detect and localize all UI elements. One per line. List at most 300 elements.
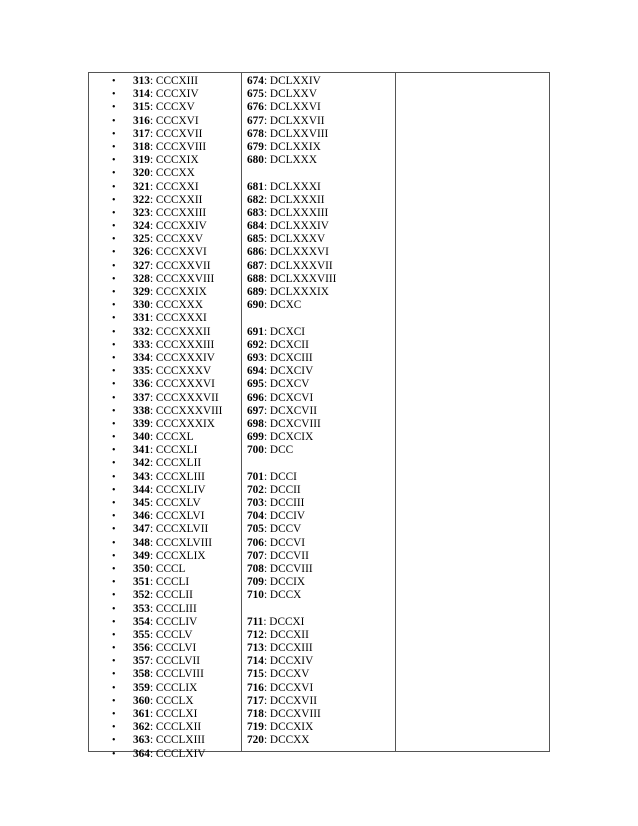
bullet-icon: • — [112, 392, 116, 404]
list-item — [89, 326, 241, 339]
number-value: 712 — [247, 628, 264, 641]
list-item — [247, 88, 393, 101]
bullet-icon: • — [112, 379, 116, 391]
roman-value: : DCLXXXV — [263, 233, 326, 246]
list-item — [89, 220, 241, 233]
number-value: 676 — [247, 101, 264, 114]
list-item — [247, 576, 393, 589]
bullet-icon: • — [112, 339, 116, 351]
number-value: 677 — [247, 114, 264, 127]
list-item — [247, 260, 393, 273]
roman-value: : CCCLXIII — [149, 734, 205, 747]
roman-value: : CCCXL — [149, 431, 194, 444]
list-item — [247, 510, 393, 523]
roman-value: : CCCXLII — [149, 457, 202, 470]
roman-value: : CCCXXXVIII — [149, 404, 223, 417]
list-item — [247, 392, 393, 405]
list-item — [89, 101, 241, 114]
number-value: 693 — [247, 351, 264, 364]
roman-value: : DCLXXXIX — [263, 286, 329, 298]
roman-value: : DCCVII — [263, 549, 309, 562]
number-value: 687 — [247, 259, 264, 272]
list-item — [247, 589, 393, 602]
list-item — [247, 431, 393, 444]
roman-value: : DCLXXV — [263, 88, 317, 101]
roman-value: : DCXCIV — [263, 365, 314, 378]
column-divider — [395, 73, 396, 751]
roman-value: : CCCXXXII — [149, 325, 211, 338]
roman-value: : CCCXLVII — [149, 523, 209, 536]
number-value: 362 — [133, 721, 150, 734]
number-value: 328 — [133, 272, 150, 285]
bullet-icon: • — [112, 695, 116, 707]
roman-value: : DCCXI — [263, 615, 305, 628]
roman-value: : DCXCV — [263, 378, 310, 391]
list-item — [247, 286, 393, 299]
number-value: 327 — [133, 259, 150, 272]
list-item — [247, 642, 393, 655]
number-value: 717 — [247, 694, 264, 707]
list-item — [89, 75, 241, 88]
roman-value: : DCLXXX — [263, 154, 317, 167]
roman-value: : CCCXXVII — [149, 259, 211, 272]
bullet-icon: • — [112, 102, 116, 114]
roman-value: : DCCV — [263, 523, 302, 536]
number-value: 696 — [247, 391, 264, 404]
list-item — [89, 194, 241, 207]
number-value: 335 — [133, 365, 150, 378]
roman-value: : CCCLXII — [149, 721, 202, 734]
bullet-icon: • — [112, 273, 116, 285]
list-item — [247, 273, 393, 286]
roman-value: : DCCVI — [263, 536, 306, 549]
list-item — [89, 471, 241, 484]
bullet-icon: • — [112, 181, 116, 193]
number-value: 316 — [133, 114, 150, 127]
number-value: 689 — [247, 286, 264, 298]
bullet-icon: • — [112, 616, 116, 628]
roman-value: : CCCXIV — [149, 88, 199, 101]
list-item — [247, 537, 393, 550]
bullet-icon: • — [112, 300, 116, 312]
bullet-icon: • — [112, 194, 116, 206]
number-value: 329 — [133, 286, 150, 298]
list-item — [247, 418, 393, 431]
roman-value: : DCCX — [263, 589, 302, 602]
number-value: 342 — [133, 457, 150, 470]
list-item — [89, 273, 241, 286]
number-value: 704 — [247, 510, 264, 523]
bullet-icon: • — [112, 168, 116, 180]
number-value: 360 — [133, 694, 150, 707]
number-value: 674 — [247, 75, 264, 87]
roman-value: : CCCXLIII — [149, 470, 205, 483]
list-item — [89, 365, 241, 378]
number-value: 315 — [133, 101, 150, 114]
list-item — [89, 405, 241, 418]
list-item — [247, 708, 393, 721]
list-item — [89, 563, 241, 576]
roman-value: : CCCLXI — [149, 708, 198, 720]
list-item — [89, 668, 241, 681]
bullet-icon: • — [112, 352, 116, 364]
number-value: 357 — [133, 655, 150, 668]
number-value: 347 — [133, 523, 150, 536]
number-value: 694 — [247, 365, 264, 378]
bullet-icon: • — [112, 234, 116, 246]
list-item — [89, 497, 241, 510]
number-value: 690 — [247, 299, 264, 312]
number-value: 334 — [133, 351, 150, 364]
list-item — [89, 484, 241, 497]
roman-value: : DCCXVI — [263, 681, 314, 694]
list-item — [247, 233, 393, 246]
list-item — [89, 339, 241, 352]
roman-value: : CCCXXIII — [149, 206, 207, 219]
number-value: 719 — [247, 721, 264, 734]
roman-value: : DCLXXIV — [263, 75, 321, 87]
number-value: 685 — [247, 233, 264, 246]
roman-value: : CCCLX — [149, 694, 194, 707]
number-value: 363 — [133, 734, 150, 747]
roman-value: : CCCXX — [149, 167, 195, 180]
bullet-icon: • — [112, 629, 116, 641]
list-item — [247, 299, 393, 312]
number-value: 332 — [133, 325, 150, 338]
number-value: 324 — [133, 220, 150, 233]
bullet-icon: • — [112, 260, 116, 272]
roman-value: : DCXCVI — [263, 391, 314, 404]
roman-value: : CCCLVI — [149, 642, 197, 655]
bullet-icon: • — [112, 537, 116, 549]
roman-value: : CCCLVII — [149, 655, 201, 668]
number-value: 691 — [247, 325, 264, 338]
roman-value: : DCCIX — [263, 576, 306, 589]
number-value: 355 — [133, 628, 150, 641]
list-item — [89, 589, 241, 602]
list-item — [89, 734, 241, 747]
bullet-icon: • — [112, 405, 116, 417]
bullet-icon: • — [112, 656, 116, 668]
column-2-list — [247, 73, 393, 748]
roman-value: : CCCXIX — [149, 154, 199, 167]
number-value: 684 — [247, 220, 264, 233]
bullet-icon: • — [112, 128, 116, 140]
bullet-icon: • — [112, 511, 116, 523]
list-item — [247, 115, 393, 128]
list-item — [247, 326, 393, 339]
list-item — [247, 352, 393, 365]
bullet-icon: • — [112, 287, 116, 298]
bullet-icon: • — [112, 590, 116, 602]
roman-value: : DCLXXXI — [263, 180, 321, 193]
roman-value: : CCCXV — [149, 101, 195, 114]
roman-value: : CCCLI — [149, 576, 190, 589]
list-item — [247, 523, 393, 536]
list-item — [89, 352, 241, 365]
roman-value: : CCCXXX — [149, 299, 203, 312]
roman-value: : CCCXXXI — [149, 312, 207, 325]
number-value: 326 — [133, 246, 150, 259]
number-value: 331 — [133, 312, 150, 325]
roman-value: : CCCXIII — [149, 75, 198, 87]
list-item — [247, 365, 393, 378]
bullet-icon: • — [112, 524, 116, 536]
list-item — [89, 378, 241, 391]
roman-value: : DCLXXXVI — [263, 246, 329, 259]
list-item — [89, 550, 241, 563]
number-value: 323 — [133, 206, 150, 219]
roman-value: : CCCXVIII — [149, 140, 207, 153]
roman-value: : DCCXII — [263, 628, 309, 641]
roman-value: : CCCXLIX — [149, 549, 206, 562]
list-item — [247, 405, 393, 418]
number-value: 336 — [133, 378, 150, 391]
roman-value: : CCCXXI — [149, 180, 199, 193]
list-item — [89, 721, 241, 734]
roman-value: : CCCXLVIII — [149, 536, 212, 549]
number-value: 346 — [133, 510, 150, 523]
roman-value: : DCLXXXII — [263, 193, 325, 206]
bullet-icon: • — [112, 76, 116, 87]
roman-value: : DCCII — [263, 483, 301, 496]
bullet-icon: • — [112, 115, 116, 127]
bullet-icon: • — [112, 709, 116, 720]
roman-value: : DCCXVIII — [263, 708, 321, 720]
list-item — [89, 576, 241, 589]
list-item — [247, 154, 393, 167]
number-value: 710 — [247, 589, 264, 602]
number-value: 716 — [247, 681, 264, 694]
roman-value: : CCCXLV — [149, 497, 201, 509]
list-item — [89, 523, 241, 536]
roman-value: : CCCXLVI — [149, 510, 205, 523]
list-item — [247, 339, 393, 352]
roman-value: : CCCXXXVII — [149, 391, 219, 404]
list-item — [89, 457, 241, 470]
roman-value: : DCLXXXIV — [263, 220, 329, 233]
number-value: 313 — [133, 75, 150, 87]
roman-value: : DCCXIV — [263, 655, 314, 668]
roman-value: : DCLXXXVIII — [263, 272, 337, 285]
list-item — [247, 563, 393, 576]
number-value: 720 — [247, 734, 264, 747]
list-item — [89, 299, 241, 312]
number-value: 675 — [247, 88, 264, 101]
bullet-icon: • — [112, 247, 116, 259]
bullet-icon: • — [112, 550, 116, 562]
roman-value: : CCCXVII — [149, 127, 203, 140]
list-item — [89, 655, 241, 668]
list-item — [89, 682, 241, 695]
list-item — [89, 748, 241, 761]
list-item — [247, 128, 393, 141]
number-value: 349 — [133, 549, 150, 562]
number-value: 343 — [133, 470, 150, 483]
number-value: 319 — [133, 154, 150, 167]
number-value: 314 — [133, 88, 150, 101]
list-item — [89, 616, 241, 629]
list-item — [247, 734, 393, 747]
bullet-icon: • — [112, 682, 116, 694]
list-item — [89, 312, 241, 325]
list-item — [247, 220, 393, 233]
roman-value: : CCCLII — [149, 589, 193, 602]
list-item — [247, 616, 393, 629]
list-item — [89, 642, 241, 655]
number-value: 705 — [247, 523, 264, 536]
bullet-icon: • — [112, 563, 116, 575]
roman-value: : DCLXXVI — [263, 101, 321, 114]
list-item — [247, 682, 393, 695]
roman-value: : DCLXXVII — [263, 114, 325, 127]
list-item — [89, 537, 241, 550]
number-value: 707 — [247, 549, 264, 562]
list-item — [247, 141, 393, 154]
number-value: 353 — [133, 602, 150, 615]
list-item — [247, 484, 393, 497]
number-value: 321 — [133, 180, 150, 193]
list-item — [89, 286, 241, 299]
roman-value: : DCXCI — [263, 325, 306, 338]
list-item — [247, 246, 393, 259]
number-value: 317 — [133, 127, 150, 140]
group-spacer — [247, 312, 393, 325]
number-value: 341 — [133, 444, 150, 457]
number-value: 322 — [133, 193, 150, 206]
number-value: 702 — [247, 483, 264, 496]
roman-value: : CCCXXVI — [149, 246, 207, 259]
list-item — [89, 233, 241, 246]
number-value: 358 — [133, 668, 150, 681]
number-value: 680 — [247, 154, 264, 167]
roman-value: : DCCIII — [263, 497, 305, 509]
list-item — [89, 154, 241, 167]
list-item — [89, 181, 241, 194]
number-value: 686 — [247, 246, 264, 259]
number-value: 350 — [133, 562, 150, 575]
number-value: 679 — [247, 140, 264, 153]
roman-value: : DCXCII — [263, 338, 309, 351]
list-item — [89, 603, 241, 616]
number-value: 698 — [247, 417, 264, 430]
list-item — [89, 167, 241, 180]
bullet-icon: • — [112, 603, 116, 615]
bullet-icon: • — [112, 577, 116, 589]
number-value: 338 — [133, 404, 150, 417]
group-spacer — [247, 603, 393, 616]
roman-value: : CCCLIII — [149, 602, 197, 615]
roman-value: : CCCXXIV — [149, 220, 207, 233]
roman-value: : CCCXXXVI — [149, 378, 215, 391]
roman-value: : DCCI — [263, 470, 297, 483]
bullet-icon: • — [112, 418, 116, 430]
column-divider — [241, 73, 242, 751]
list-item — [89, 141, 241, 154]
number-value: 361 — [133, 708, 150, 720]
roman-value: : CCCXXIX — [149, 286, 207, 298]
roman-value: : CCCXXXV — [149, 365, 212, 378]
roman-value: : CCCXXV — [149, 233, 203, 246]
list-item — [89, 695, 241, 708]
list-item — [89, 88, 241, 101]
list-item — [247, 471, 393, 484]
roman-value: : DCCXX — [263, 734, 310, 747]
bullet-icon: • — [112, 141, 116, 153]
list-item — [247, 378, 393, 391]
number-value: 715 — [247, 668, 264, 681]
roman-value: : CCCXXXIII — [149, 338, 215, 351]
column-1-list — [89, 73, 241, 761]
list-item — [247, 695, 393, 708]
number-value: 364 — [133, 747, 150, 760]
number-value: 320 — [133, 167, 150, 180]
number-value: 330 — [133, 299, 150, 312]
bullet-icon: • — [112, 748, 116, 760]
list-item — [247, 101, 393, 114]
number-value: 713 — [247, 642, 264, 655]
number-value: 318 — [133, 140, 150, 153]
roman-value: : CCCLV — [149, 628, 193, 641]
number-value: 340 — [133, 431, 150, 444]
number-value: 708 — [247, 562, 264, 575]
list-item — [89, 629, 241, 642]
bullet-icon: • — [112, 207, 116, 219]
bullet-icon: • — [112, 221, 116, 233]
number-value: 681 — [247, 180, 264, 193]
bullet-icon: • — [112, 735, 116, 747]
roman-value: : CCCLVIII — [149, 668, 204, 681]
roman-value: : DCXC — [263, 299, 302, 312]
list-item — [89, 246, 241, 259]
list-item — [89, 431, 241, 444]
roman-value: : DCXCVII — [263, 404, 317, 417]
bullet-icon: • — [112, 326, 116, 338]
list-item — [89, 510, 241, 523]
number-value: 701 — [247, 470, 264, 483]
bullet-icon: • — [112, 722, 116, 734]
bullet-icon: • — [112, 484, 116, 496]
number-value: 703 — [247, 497, 264, 509]
list-item — [247, 497, 393, 510]
bullet-icon: • — [112, 366, 116, 378]
roman-value: : CCCXXVIII — [149, 272, 215, 285]
roman-value: : CCCL — [149, 562, 186, 575]
roman-value: : CCCLXIV — [149, 747, 206, 760]
roman-value: : DCCXV — [263, 668, 310, 681]
number-value: 695 — [247, 378, 264, 391]
roman-value: : DCXCVIII — [263, 417, 321, 430]
list-item — [247, 655, 393, 668]
roman-value: : CCCXVI — [149, 114, 199, 127]
number-value: 688 — [247, 272, 264, 285]
bullet-icon: • — [112, 498, 116, 509]
number-value: 354 — [133, 615, 150, 628]
number-value: 356 — [133, 642, 150, 655]
number-value: 697 — [247, 404, 264, 417]
roman-value: : DCLXXXIII — [263, 206, 329, 219]
bullet-icon: • — [112, 458, 116, 470]
number-value: 345 — [133, 497, 150, 509]
bullet-icon: • — [112, 89, 116, 101]
roman-value: : DCLXXVIII — [263, 127, 329, 140]
roman-value: : CCCXLI — [149, 444, 198, 457]
list-item — [247, 75, 393, 88]
list-item — [89, 207, 241, 220]
number-value: 344 — [133, 483, 150, 496]
list-item — [89, 260, 241, 273]
list-item — [89, 392, 241, 405]
